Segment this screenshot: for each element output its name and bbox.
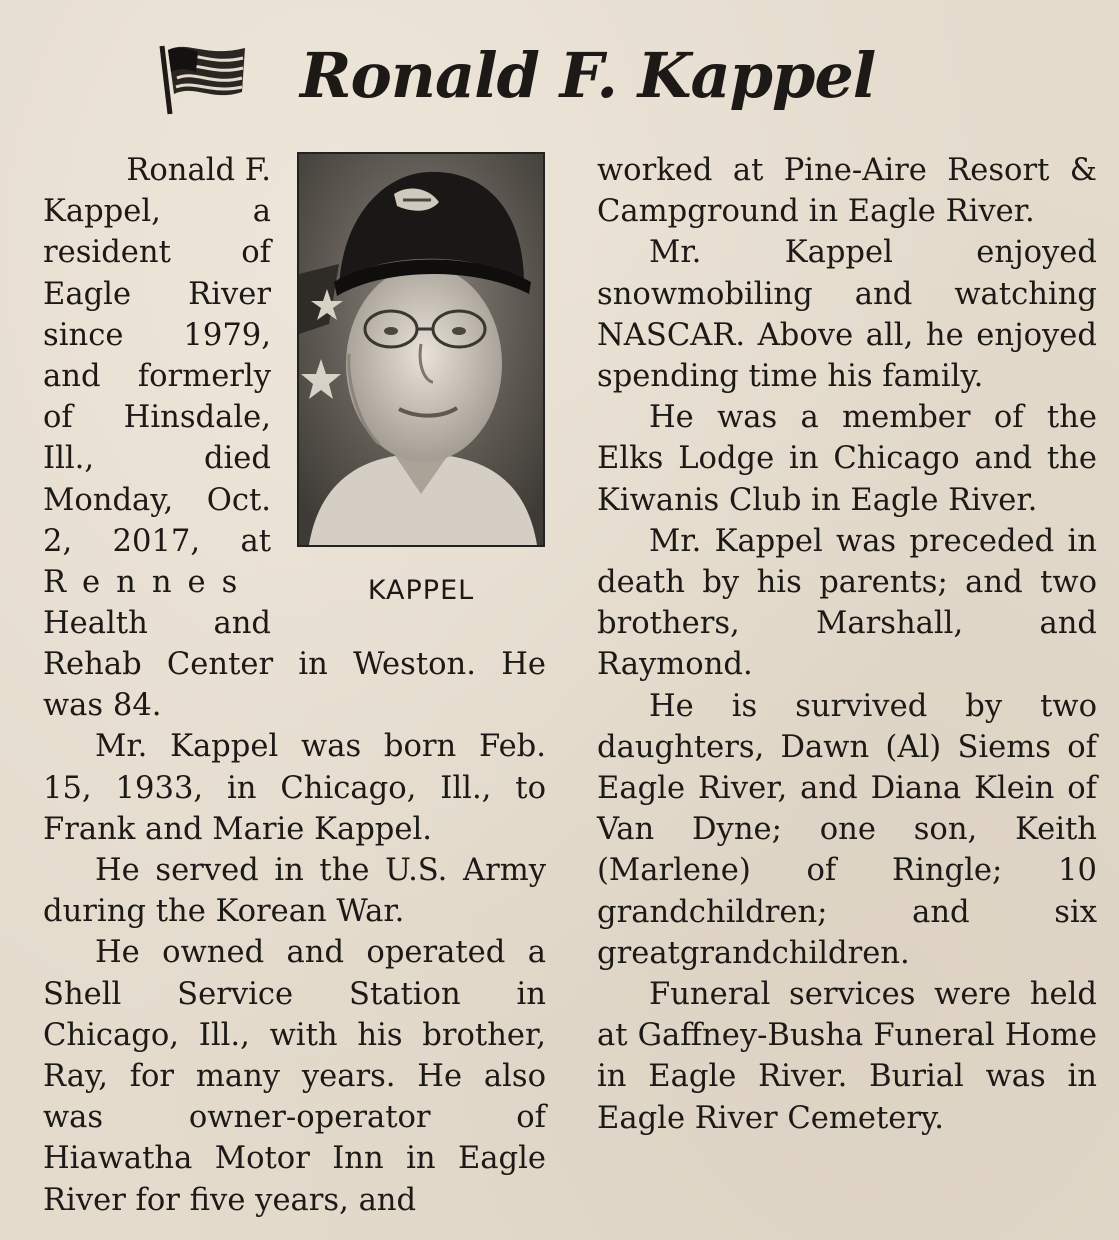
paragraph: He is survived by two daughters, Dawn (Al) Siems of Eagle River, and Diana Klein of Van Dyne; one son, Keith (Marlene) of Ringle; 10 grandchildren; and six greatgrandchildren. [597, 688, 1097, 971]
text-line: since 1979, [43, 317, 271, 353]
paragraph: worked at Pine-Aire Resort & Campground in Eagle River. [597, 153, 1097, 230]
text-line: Health and [43, 606, 271, 642]
text-line: Monday, Oct. [43, 482, 271, 518]
text-line: 2, 2017, at [43, 523, 271, 559]
column-2 [597, 150, 1097, 1139]
text-line: Eagle River [43, 276, 271, 312]
text-line: Ill., died [43, 441, 271, 477]
text-line: of Hinsdale, [43, 400, 271, 436]
portrait-photo [297, 152, 545, 547]
text-line: resident of [43, 235, 271, 271]
paragraph: Mr. Kappel enjoyed snowmobiling and watching NASCAR. Above all, he enjoyed spending time his family. [597, 235, 1097, 395]
obituary-title: Ronald F. Kappel [300, 39, 876, 112]
photo-caption: KAPPEL [367, 575, 475, 606]
paragraph: Funeral services were held at Gaffney-Busha Funeral Home in Eagle River. Burial was in Eagle River Cemetery. [597, 977, 1097, 1136]
header [0, 18, 1119, 118]
paragraph: He served in the U.S. Army during the Korean War. [43, 853, 546, 930]
column-1-lower [43, 644, 546, 1221]
paragraph: He owned and operated a Shell Service Station in Chicago, Ill., with his brother, Ray, for many years. He also was owner-operator of Hiawatha Motor Inn in Eagle River for five years, and [43, 935, 546, 1218]
paragraph: Mr. Kappel was preceded in death by his parents; and two brothers, Marshall, and Raymond. [597, 523, 1097, 683]
portrait-image [299, 154, 543, 545]
text-line: and formerly [43, 359, 271, 395]
paragraph: He was a member of the Elks Lodge in Chicago and the Kiwanis Club in Eagle River. [597, 400, 1097, 518]
paragraph: Rehab Center in Weston. He was 84. [43, 647, 546, 724]
text-line: Kappel, a [43, 194, 271, 230]
column-1-beside-photo [43, 150, 271, 644]
american-flag-icon [150, 36, 250, 116]
text-line: Rennes [43, 565, 254, 601]
text-line: Ronald F. [126, 153, 271, 188]
paragraph: Mr. Kappel was born Feb. 15, 1933, in Chicago, Ill., to Frank and Marie Kappel. [43, 729, 546, 847]
